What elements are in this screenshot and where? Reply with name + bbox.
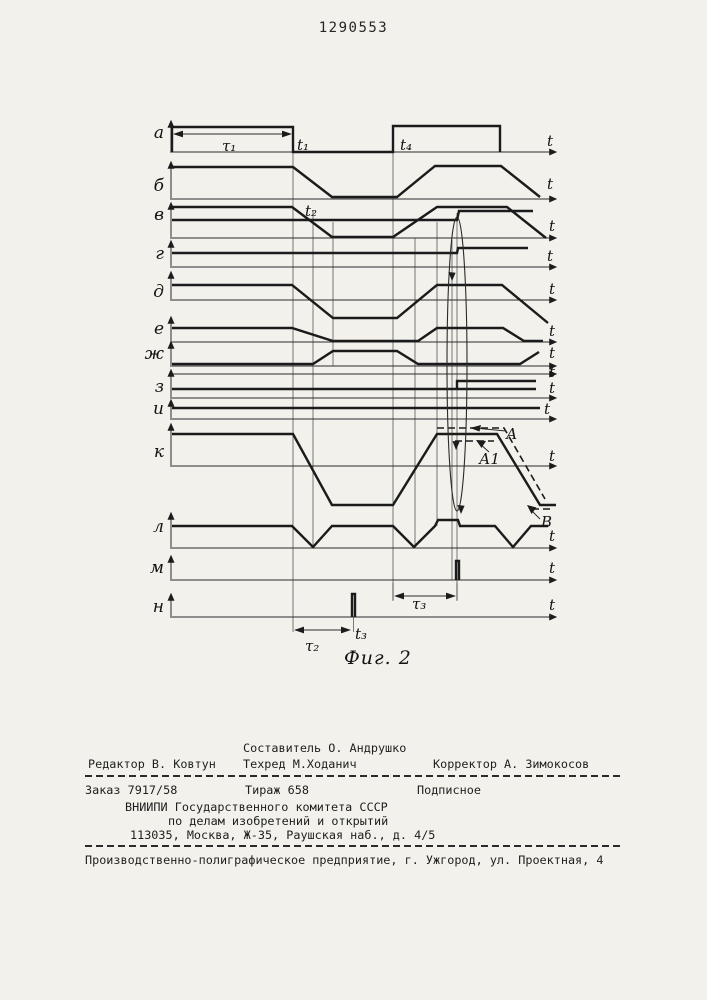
axis-t-label: t	[549, 596, 556, 614]
mark-t3: t₃	[355, 625, 368, 643]
callout-B: В	[541, 513, 553, 531]
mark-t2: t₂	[305, 202, 318, 220]
axis-t-label: t	[547, 175, 554, 193]
footer-printer: Производственно-полиграфическое предприятие, г. Ужгород, ул. Проектная, 4	[85, 853, 604, 867]
axis-t-label: t	[549, 280, 556, 298]
axis-t-label: t	[549, 363, 556, 381]
axis-t-label: t	[547, 132, 554, 150]
axis-t-label: t	[549, 527, 556, 545]
footer-corrector: Корректор А. Зимокосов	[433, 757, 590, 771]
footer-subscription: Подписное	[417, 783, 481, 797]
axis-t-label: t	[544, 400, 551, 418]
dashed-separator	[85, 775, 622, 777]
row-label-v: в	[154, 205, 164, 225]
row-label-z: з	[154, 377, 164, 397]
footer-tech-editor: Техред М.Ходанич	[243, 757, 357, 771]
row-label-l: л	[153, 517, 164, 537]
patent-number: 1290553	[318, 20, 389, 36]
footer-compiler: Составитель О. Андрушко	[243, 741, 407, 755]
row-label-k: к	[153, 442, 164, 462]
row-label-e: е	[153, 319, 164, 339]
row-label-n: н	[152, 597, 164, 617]
axis-t-label: t	[549, 344, 556, 362]
axis-t-label: t	[549, 322, 556, 340]
axis-t-label: t	[549, 447, 556, 465]
row-label-zh: ж	[144, 344, 164, 364]
row-label-b: б	[153, 176, 164, 196]
row-label-i: и	[153, 399, 164, 419]
row-label-m: м	[149, 558, 164, 578]
row-label-a: а	[153, 123, 164, 143]
axis-t-label: t	[549, 559, 556, 577]
footer-org-line1: ВНИИПИ Государственного комитета СССР	[125, 800, 388, 814]
callout-A: А	[506, 425, 518, 443]
row-label-g: г	[155, 244, 164, 264]
dashed-separator	[85, 845, 622, 847]
axis-t-label: t	[547, 247, 554, 265]
footer-print-run: Тираж 658	[245, 783, 309, 797]
axis-t-label: t	[549, 217, 556, 235]
mark-t4: t₄	[400, 136, 413, 154]
mark-tau3: τ₃	[412, 595, 427, 613]
mark-t1: t₁	[297, 136, 310, 154]
axis-t-label: t	[549, 379, 556, 397]
footer-order: Заказ 7917/58	[85, 783, 178, 797]
callout-A1: А1	[479, 450, 500, 468]
mark-tau2: τ₂	[305, 637, 320, 655]
footer-org-line2: по делам изобретений и открытий	[168, 814, 389, 828]
row-label-d: д	[153, 282, 164, 302]
footer-editor: Редактор В. Ковтун	[88, 757, 216, 771]
mark-tau1: τ₁	[222, 137, 237, 155]
footer-org-line3: 113035, Москва, Ж-35, Раушская наб., д. 4/5	[130, 828, 436, 842]
figure-caption: Фиг. 2	[344, 647, 412, 669]
